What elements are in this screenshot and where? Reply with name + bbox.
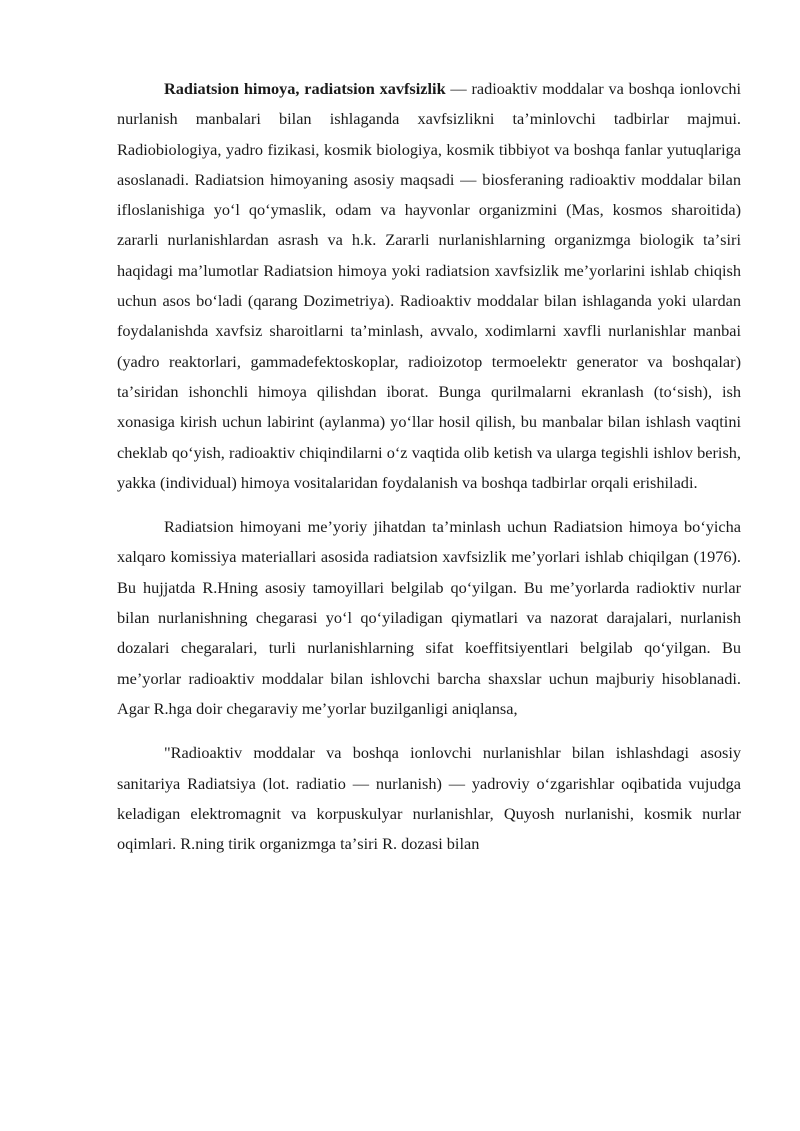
document-page (117, 74, 741, 873)
paragraph-norms (117, 512, 741, 724)
paragraph-text: "Radioaktiv moddalar va boshqa ionlovchi nurlanishlar bilan ishlashdagi asosiy sanitariya Radiatsiya (lot. radiatio — nurlanish) — yadroviy oʻzgarishlar oqibatida vujudga keladigan elektromagnit va korpuskulyar nurlanishlar, Quyosh nurlanishi, kosmik nurlar oqimlari. R.ning tirik organizmga taʼsiri R. dozasi bilan (117, 743, 741, 854)
term-heading: Radiatsion himoya, radiatsion xavfsizlik (164, 79, 446, 98)
paragraph-definition (117, 74, 741, 498)
paragraph-text: Radiatsion himoyani meʼyoriy jihatdan taʼminlash uchun Radiatsion himoya boʻyicha xalqaro komissiya materiallari asosida radiatsion xavfsizlik meʼyorlari ishlab chiqilgan (1976). Bu hujjatda R.Hning asosiy tamoyillari belgilab qoʻyilgan. Bu meʼyorlarda radioktiv nurlar bilan nurlanishning chegarasi yoʻl qoʻyiladigan qiymatlari va nazorat darajalari, nurlanish dozalari chegaralari, turli nurlanishlarning sifat koeffitsiyentlari belgilab qoʻyilgan. Bu meʼyorlar radioaktiv moddalar bilan ishlovchi barcha shaxslar uchun majburiy hisoblanadi. Agar R.hga doir chegaraviy meʼyorlar buzilganligi aniqlansa, (117, 517, 741, 718)
paragraph-text: — radioaktiv moddalar va boshqa ionlovchi nurlanish manbalari bilan ishlaganda xavfsizlikni taʼminlovchi tadbirlar majmui. Radiobiologiya, yadro fizikasi, kosmik biologiya, kosmik tibbiyot va boshqa fanlar yutuqlariga asoslanadi. Radiatsion himoyaning asosiy maqsadi — biosferaning radioaktiv moddalar bilan ifloslanishiga yoʻl qoʻymaslik, odam va hayvonlar organizmini (Mas, kosmos sharoitida) zararli nurlanishlardan asrash va h.k. Zararli nurlanishlarning organizmga biologik taʼsiri haqidagi maʼlumotlar Radiatsion himoya yoki radiatsion xavfsizlik meʼyorlarini ishlab chiqish uchun asos boʻladi (qarang Dozimetriya). Radioaktiv moddalar bilan ishlaganda yoki ulardan foydalanishda xavfsiz sharoitlarni taʼminlash, avvalo, xodimlarni xavfli nurlanishlar manbai (yadro reaktorlari, gammadefektoskoplar, radioizotop termoelektr generator va boshqalar) taʼsiridan ishonchli himoya qilishdan iborat. Bunga qurilmalarni ekranlash (toʻsish), ish xonasiga kirish uchun labirint (aylanma) yoʻllar hosil qilish, bu manbalar bilan ishlash vaqtini cheklab qoʻyish, radioaktiv chiqindilarni oʻz vaqtida olib ketish va ularga tegishli ishlov berish, yakka (individual) himoya vositalaridan foydalanish va boshqa tadbirlar orqali erishiladi. (117, 79, 741, 492)
paragraph-radiation (117, 738, 741, 859)
